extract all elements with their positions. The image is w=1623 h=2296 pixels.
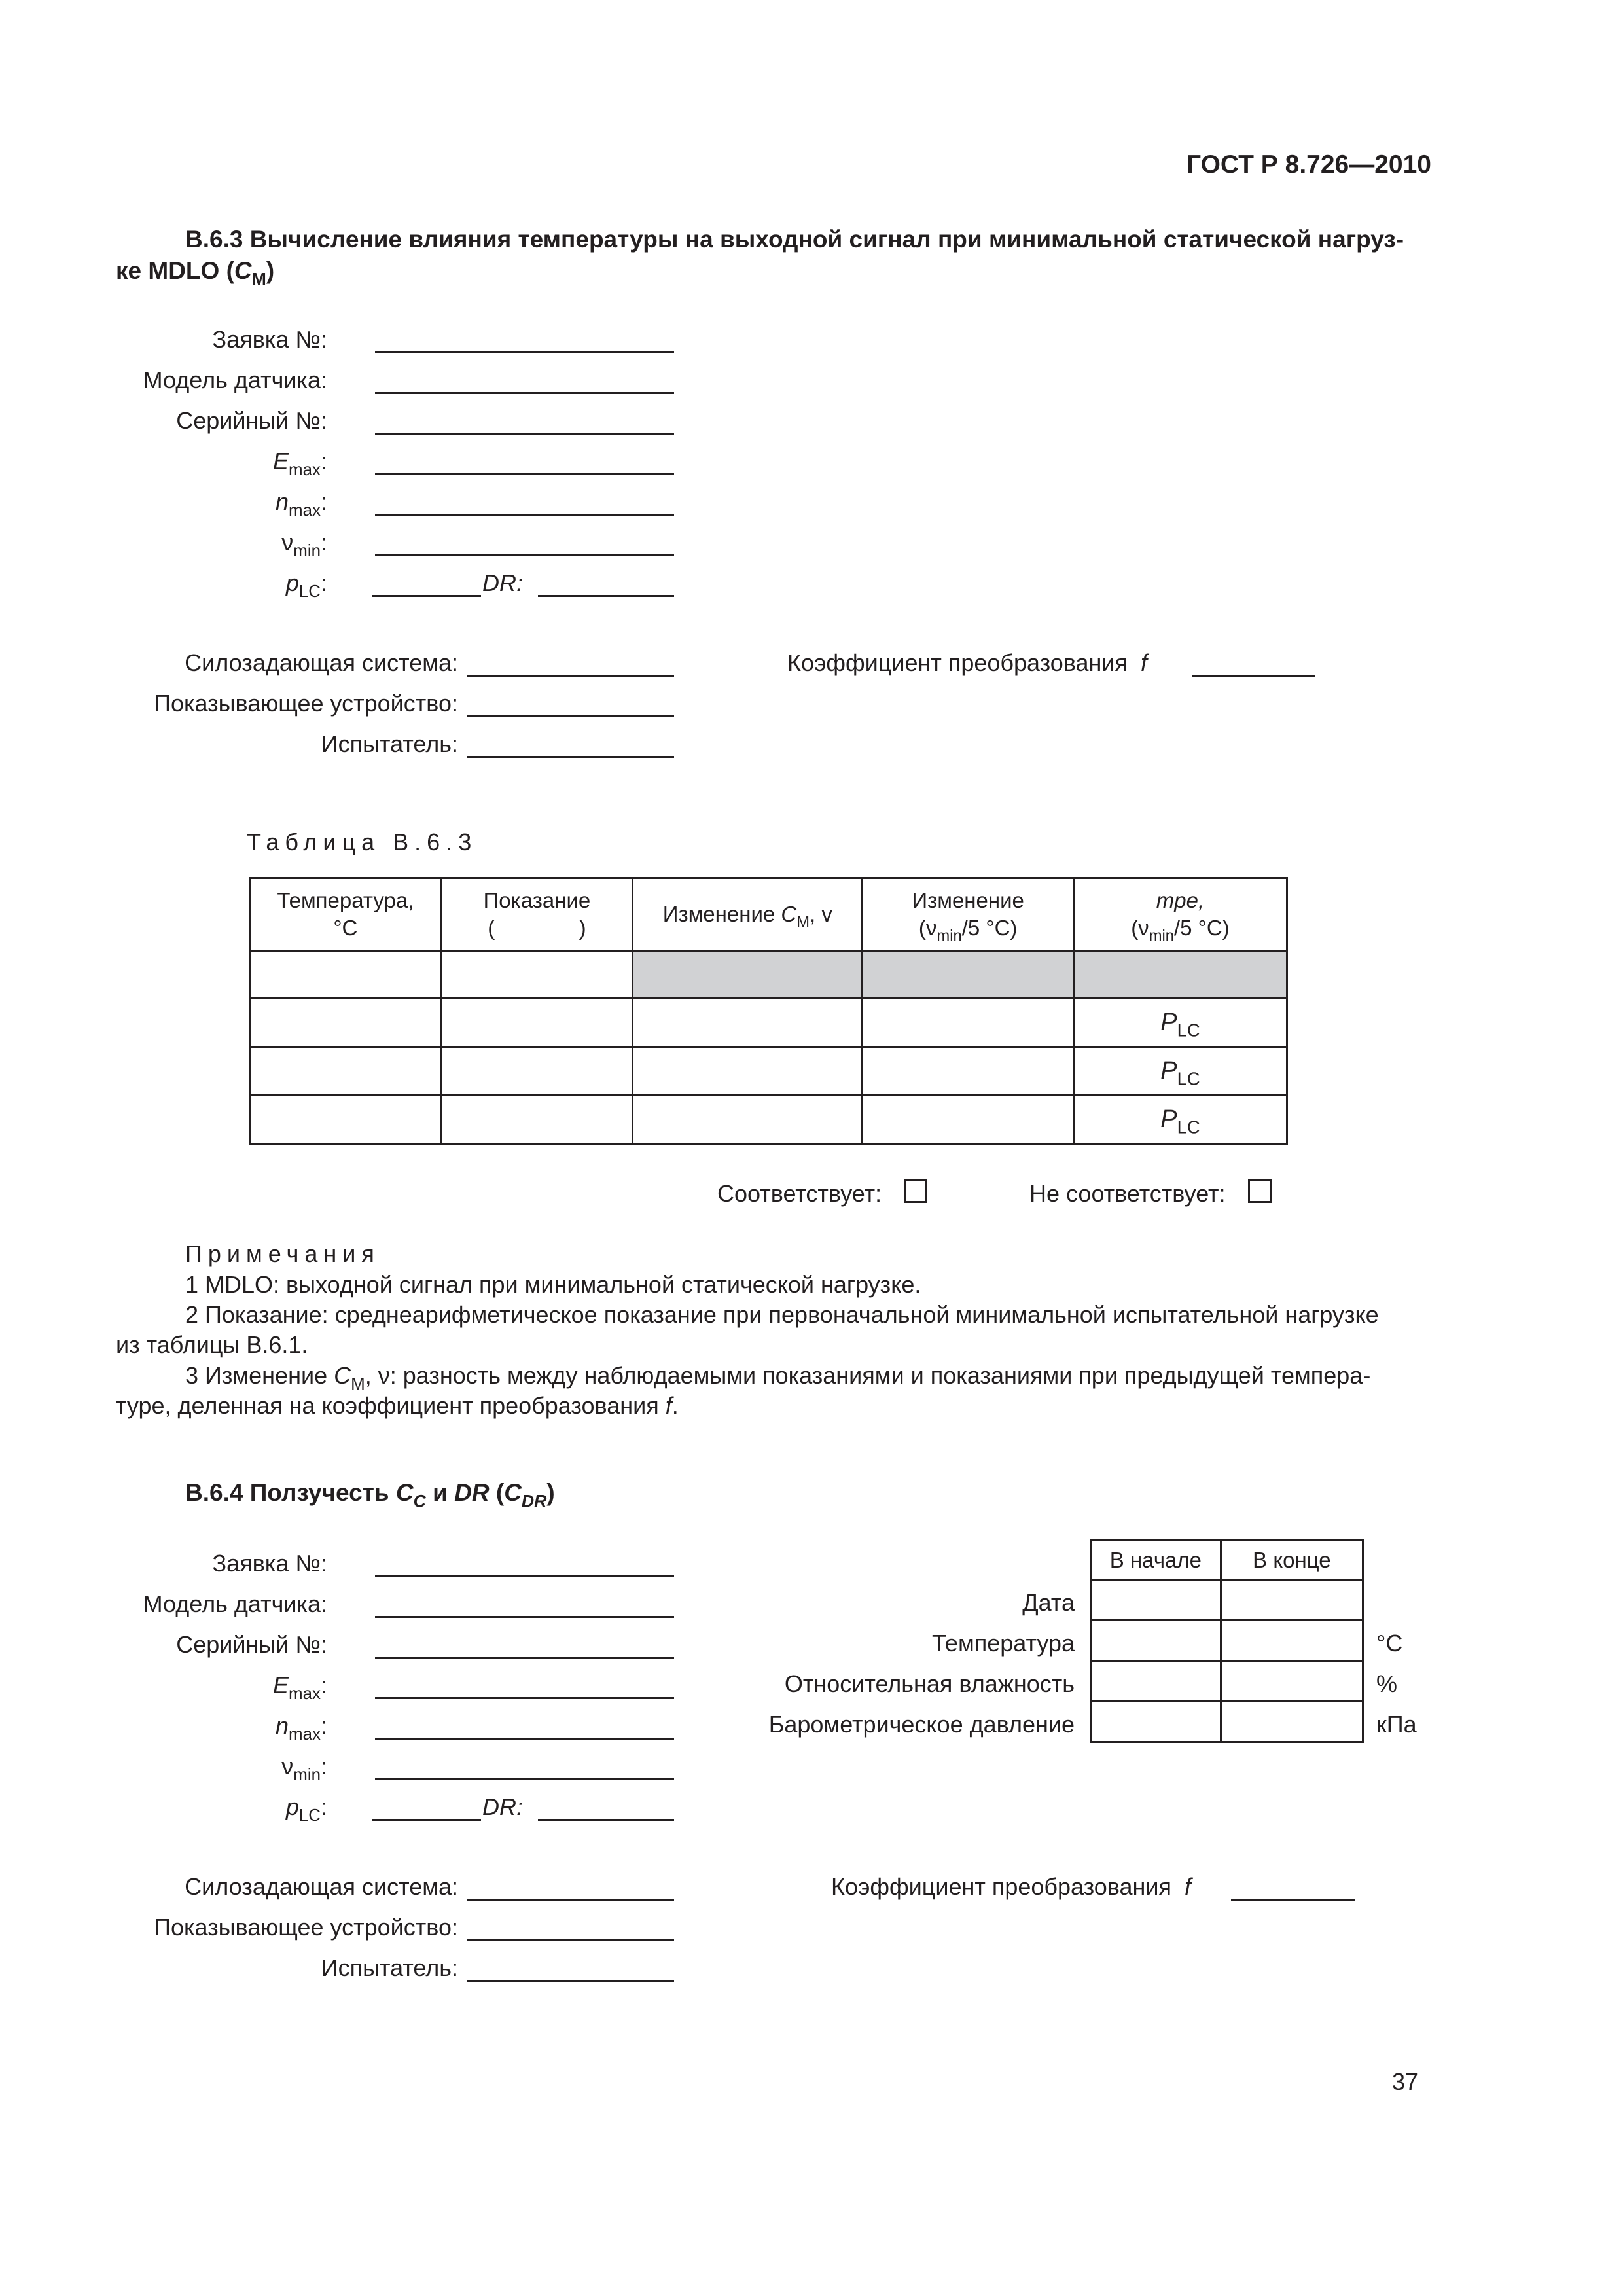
conditions-col-end: В конце [1221,1541,1363,1580]
table-cell[interactable] [1221,1621,1363,1661]
emax-label: $E_{max}$: [273,448,327,480]
force-system-field[interactable] [467,675,674,677]
table-cell-shaded [863,951,1073,999]
table-cell[interactable] [863,1047,1073,1096]
plc-label-2: $p_{LC}$: [285,1793,327,1825]
header-change-cm: Изменение $C_M$, v [633,878,863,951]
table-cell[interactable] [633,999,863,1047]
date-label: Дата [1022,1589,1075,1616]
table-cell[interactable] [250,1096,442,1144]
conditions-row-pressure [1091,1702,1363,1742]
indicator-label: Показывающее устройство: [154,690,458,717]
conditions-row-temperature [1091,1621,1363,1661]
header-mpe: mpe, ($\nu_{min}/5$ °С) [1073,878,1287,951]
application-label: Заявка №: [212,326,327,353]
model-field[interactable] [375,392,674,394]
tester-field[interactable] [467,756,674,758]
nmax-field[interactable] [375,514,674,516]
coefficient-field-2[interactable] [1231,1899,1355,1901]
serial-field[interactable] [375,433,674,435]
table-cell[interactable] [863,1096,1073,1144]
vmin-field[interactable] [375,554,674,556]
page-number: 37 [1391,2068,1418,2095]
table-cell[interactable] [250,951,442,999]
emax-field-2[interactable] [375,1697,674,1699]
coefficient-field[interactable] [1192,675,1315,677]
emax-field[interactable] [375,473,674,475]
note-2-line2: из таблицы В.6.1. [116,1331,308,1358]
table-cell[interactable] [441,999,633,1047]
force-system-label-2: Силозадающая система: [185,1873,458,1900]
table-cell-shaded [1073,951,1287,999]
table-cell[interactable] [863,999,1073,1047]
plc-cell: $P_{LC}$ [1073,1096,1287,1144]
pressure-label: Барометрическое давление [768,1711,1075,1738]
note-1: 1 MDLO: выходной сигнал при минимальной статической нагрузке. [185,1271,921,1298]
not-complies-option: Не соответствует: [1029,1179,1272,1208]
plc-cell: $P_{LC}$ [1073,1047,1287,1096]
coefficient-label-2: Коэффициент преобразования f [831,1873,1192,1900]
table-cell[interactable] [633,1096,863,1144]
note-3-line1: 3 Изменение $C_M$, ν: разность между наблюдаемыми показаниями и показаниями при предыдущей темпера- [185,1362,1371,1394]
header-change: Изменение ($\nu_{min}/5$ °С) [863,878,1073,951]
temperature-label: Температура [931,1630,1075,1657]
table-header-row [250,878,1287,951]
tester-field-2[interactable] [467,1980,674,1982]
dr-label: DR: [482,569,523,596]
emax-label-2: $E_{max}$: [273,1672,327,1704]
conditions-row-humidity [1091,1661,1363,1702]
application-field-2[interactable] [375,1575,674,1577]
vmin-label-2: $\nu_{min}$: [281,1753,327,1785]
complies-option: Соответствует: [717,1179,927,1208]
table-cell-shaded [633,951,863,999]
tester-label: Испытатель: [321,730,458,757]
indicator-field[interactable] [467,715,674,717]
table-cell[interactable] [441,1096,633,1144]
indicator-field-2[interactable] [467,1939,674,1941]
table-cell[interactable] [1221,1702,1363,1742]
model-field-2[interactable] [375,1616,674,1618]
table-cell[interactable] [250,1047,442,1096]
force-system-label: Силозадающая система: [185,649,458,676]
table-cell[interactable] [1091,1661,1221,1702]
model-label: Модель датчика: [143,367,327,393]
nmax-label-2: $n_{max}$: [276,1712,327,1744]
conditions-header-row [1091,1541,1363,1580]
plc-label: $p_{LC}$: [285,569,327,601]
table-cell[interactable] [1091,1580,1221,1621]
table-cell[interactable] [250,999,442,1047]
nmax-field-2[interactable] [375,1738,674,1740]
table-cell[interactable] [1091,1621,1221,1661]
nmax-label: $n_{max}$: [276,488,327,520]
temperature-unit: °С [1376,1630,1403,1657]
plc-field[interactable] [372,595,481,597]
vmin-label: $\nu_{min}$: [281,529,327,561]
notes-title: Примечания [185,1240,380,1267]
table-caption: Таблица В.6.3 [247,829,478,855]
section-heading-creep: В.6.4 Ползучесть $C_C$ и DR $(C_{DR})$ [185,1479,555,1511]
serial-field-2[interactable] [375,1657,674,1659]
table-cell[interactable] [441,1047,633,1096]
note-3-line2: туре, деленная на коэффициент преобразования f. [116,1392,679,1419]
table-cell[interactable] [633,1047,863,1096]
conditions-table [1090,1539,1364,1743]
pressure-unit: кПа [1376,1711,1417,1738]
table-row [250,1096,1287,1144]
model-label-2: Модель датчика: [143,1590,327,1617]
complies-checkbox[interactable] [904,1179,927,1203]
coefficient-label: Коэффициент преобразования f [787,649,1148,676]
indicator-label-2: Показывающее устройство: [154,1914,458,1941]
section-heading-line1: В.6.3 Вычисление влияния температуры на выходной сигнал при минимальной статической нагруз- [185,226,1404,253]
header-reading: Показание ( ) [441,878,633,951]
conditions-row-date [1091,1580,1363,1621]
document-code: ГОСТ Р 8.726—2010 [1186,151,1431,179]
dr-label-2: DR: [482,1793,523,1820]
table-b63 [249,877,1288,1145]
dr-field[interactable] [538,595,674,597]
conditions-col-start: В начале [1091,1541,1221,1580]
serial-label: Серийный №: [176,407,327,434]
header-temperature: Температура, °С [250,878,442,951]
not-complies-checkbox[interactable] [1248,1179,1272,1203]
application-label-2: Заявка №: [212,1550,327,1577]
application-field[interactable] [375,351,674,353]
table-cell[interactable] [1221,1580,1363,1621]
table-row [250,951,1287,999]
vmin-field-2[interactable] [375,1778,674,1780]
table-cell[interactable] [1221,1661,1363,1702]
note-2-line1: 2 Показание: среднеарифметическое показание при первоначальной минимальной испытательной нагрузке [185,1301,1379,1328]
plc-field-2[interactable] [372,1819,481,1821]
table-cell[interactable] [441,951,633,999]
table-cell[interactable] [1091,1702,1221,1742]
tester-label-2: Испытатель: [321,1954,458,1981]
section-heading-line2: ке MDLO $(C_M)$ [116,257,275,289]
serial-label-2: Серийный №: [176,1631,327,1658]
table-row [250,1047,1287,1096]
humidity-label: Относительная влажность [784,1670,1075,1697]
table-row [250,999,1287,1047]
force-system-field-2[interactable] [467,1899,674,1901]
plc-cell: $P_{LC}$ [1073,999,1287,1047]
dr-field-2[interactable] [538,1819,674,1821]
humidity-unit: % [1376,1670,1398,1697]
